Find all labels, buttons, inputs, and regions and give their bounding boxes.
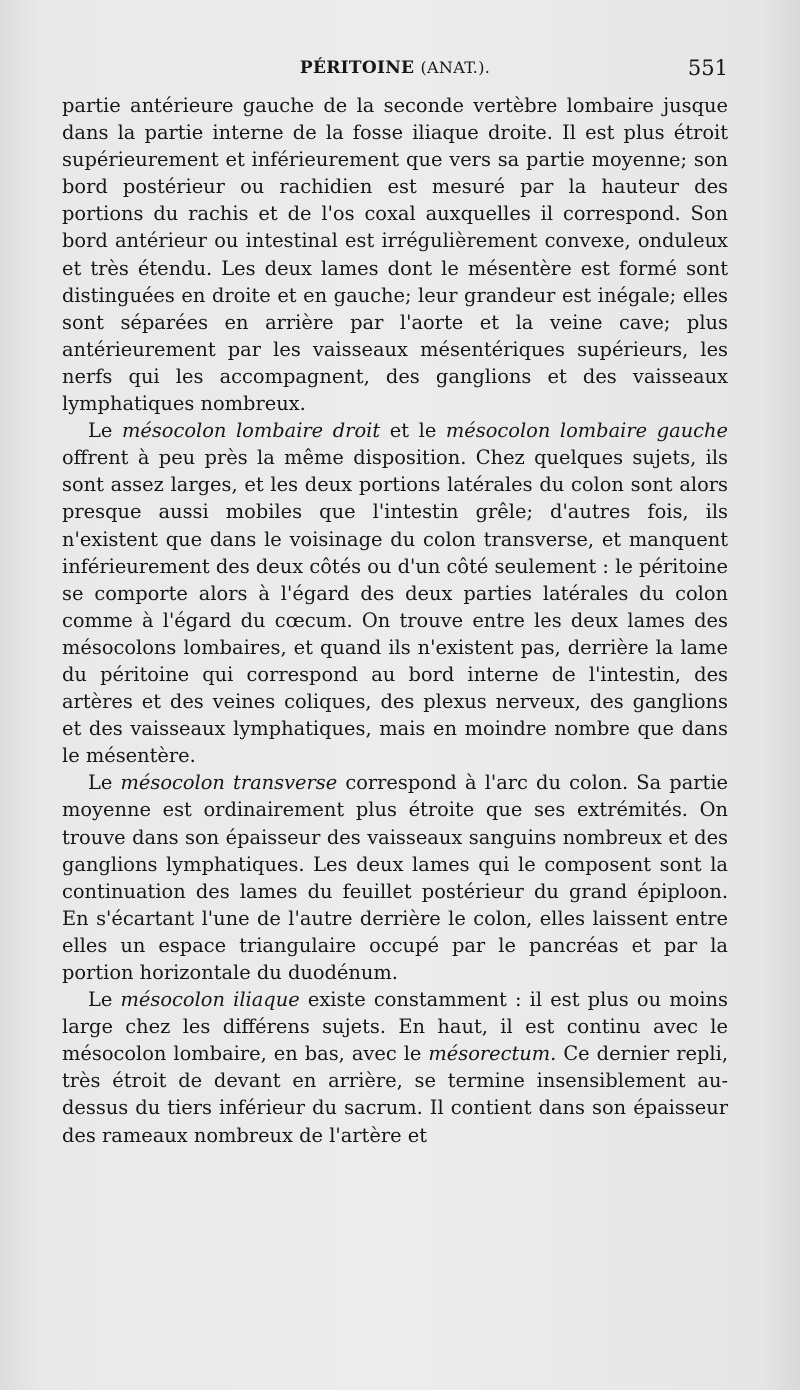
body-text bbox=[62, 92, 728, 1149]
page-number: 551 bbox=[687, 56, 728, 80]
page-header bbox=[62, 58, 728, 88]
text-run: Le bbox=[88, 988, 121, 1012]
running-title-main: PÉRITOINE bbox=[299, 58, 415, 78]
paragraph-mesocolon-iliaque bbox=[62, 986, 728, 1149]
text-run: Ce dernier repli, très étroit de devant en arrière, se termine insensiblement au-dessus du tiers inférieur du sacrum. Il contient dans son épaisseur des rameaux nombreux de l'artère et bbox=[62, 1042, 728, 1147]
italic-term: mésorectum. bbox=[428, 1042, 557, 1066]
italic-term: mésocolon iliaque bbox=[120, 988, 300, 1012]
text-run: existe constamment : il est plus ou moins large chez les différens sujets. En haut, il est continu avec le mésocolon lombaire, en bas, avec le bbox=[62, 988, 728, 1066]
running-title bbox=[62, 58, 728, 78]
running-title-subtitle: (ANAT.). bbox=[420, 58, 491, 77]
italic-term: mésocolon lombaire gauche bbox=[445, 419, 729, 443]
italic-term: mésocolon transverse bbox=[120, 771, 338, 795]
paragraph-continued bbox=[62, 92, 728, 417]
paragraph-mesocolon-transverse bbox=[62, 769, 728, 986]
paragraph-mesocolon-lombaire bbox=[62, 417, 728, 769]
italic-term: mésocolon lombaire droit bbox=[121, 419, 381, 443]
text-run: Le bbox=[88, 419, 122, 443]
text-run: partie antérieure gauche de la seconde vertèbre lombaire jusque dans la partie interne de la fosse iliaque droite. Il est plus étroit supérieurement et inférieurement que vers sa partie moyenne; son bord postérieur ou rachidien est mesuré par la hauteur des portions du rachis et de l'os coxal auxquelles il correspond. Son bord antérieur ou intestinal est irrégulièrement convexe, onduleux et très étendu. Les deux lames dont le mésentère est formé sont distinguées en droite et en gauche; leur grandeur est inégale; elles sont séparées en arrière par l'aorte et la veine cave; plus antérieurement par les vaisseaux mésentériques supérieurs, les nerfs qui les accompagnent, des ganglions et des vaisseaux lymphatiques nombreux. bbox=[62, 94, 728, 416]
text-run: et le bbox=[380, 419, 446, 443]
text-run: correspond à l'arc du colon. Sa partie moyenne est ordinairement plus étroite que ses extrémités. On trouve dans son épaisseur des vaisseaux sanguins nombreux et des ganglions lymphatiques. Les deux lames qui le composent sont la continuation des lames du feuillet postérieur du grand épiploon. En s'écartant l'une de l'autre derrière le colon, elles laissent entre elles un espace triangulaire occupé par le pancréas et par la portion horizontale du duodénum. bbox=[62, 771, 728, 984]
text-run: offrent à peu près la même disposition. Chez quelques sujets, ils sont assez larges, et les deux portions latérales du colon sont alors presque aussi mobiles que l'intestin grêle; d'autres fois, ils n'existent que dans le voisinage du colon transverse, et manquent inférieurement des deux côtés ou d'un côté seulement : le péritoine se comporte alors à l'égard des deux parties latérales du colon comme à l'égard du cœcum. On trouve entre les deux lames des mésocolons lombaires, et quand ils n'existent pas, derrière la lame du péritoine qui correspond au bord interne de l'intestin, des artères et des veines coliques, des plexus nerveux, des ganglions et des vaisseaux lymphatiques, mais en moindre nombre que dans le mésentère. bbox=[62, 446, 728, 768]
text-run: Le bbox=[88, 771, 121, 795]
